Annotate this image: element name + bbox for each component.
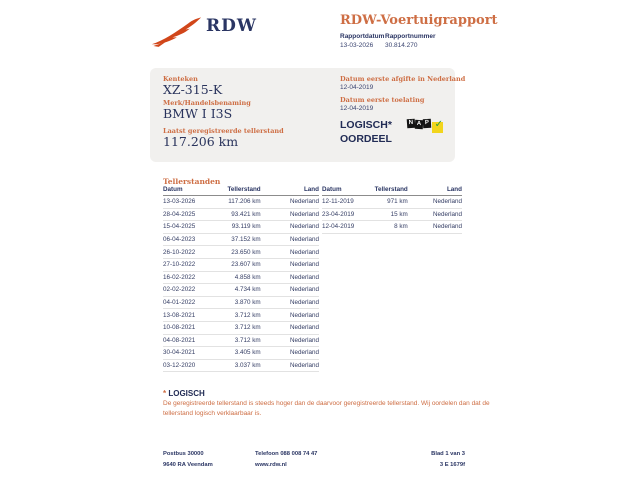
cell-datum: 23-04-2019	[322, 208, 362, 221]
column-header-land: Land	[426, 186, 462, 196]
cell-tellerstand: 37.152 km	[208, 233, 279, 246]
table-header-row	[163, 186, 319, 196]
table-row	[163, 347, 319, 360]
first-admission-value: 12-04-2019	[340, 105, 374, 112]
table-row	[322, 221, 462, 234]
table-row	[163, 296, 319, 309]
judgement-line2: OORDEEL	[340, 132, 392, 145]
footnote-title-text: LOGISCH	[168, 389, 205, 398]
rdw-logo-text: RDW	[206, 16, 257, 36]
cell-land: Nederland	[279, 196, 319, 209]
table-row	[163, 221, 319, 234]
nap-letter-p: P	[423, 119, 431, 128]
footnote-title	[163, 389, 205, 398]
cell-datum: 30-04-2021	[163, 347, 208, 360]
license-plate-label: Kenteken	[163, 75, 198, 83]
cell-tellerstand: 93.421 km	[208, 208, 279, 221]
report-number-value: 30.814.270	[385, 42, 418, 49]
cell-land: Nederland	[279, 359, 319, 372]
cell-datum: 26-10-2022	[163, 246, 208, 259]
odometer-section-title: Tellerstanden	[163, 177, 221, 186]
table-row	[163, 284, 319, 297]
cell-tellerstand: 3.712 km	[208, 309, 279, 322]
footer-phone: Telefoon 088 008 74 47	[255, 451, 318, 457]
column-header-tellerstand: Tellerstand	[208, 186, 279, 196]
cell-tellerstand: 3.037 km	[208, 359, 279, 372]
last-odometer-value: 117.206 km	[163, 134, 239, 149]
first-admission-label: Datum eerste toelating	[340, 96, 425, 104]
report-date-value: 13-03-2026	[340, 42, 374, 49]
table-row	[163, 321, 319, 334]
footer-address	[163, 449, 213, 471]
report-date-label: Rapportdatum	[340, 33, 385, 40]
column-header-tellerstand: Tellerstand	[362, 186, 426, 196]
cell-land: Nederland	[279, 309, 319, 322]
table-row	[163, 309, 319, 322]
first-issue-nl-value: 12-04-2019	[340, 84, 374, 91]
cell-datum: 03-12-2020	[163, 359, 208, 372]
footer-address-line1: Postbus 30000	[163, 451, 204, 457]
make-model-value: BMW I I3S	[163, 106, 233, 121]
footnote-text: De geregistreerde tellerstand is steeds hoger dan de daarvoor geregistreerde tellerstand. Wij oordelen dan dat de tellerstand logisch verklaarbaar is.	[163, 400, 490, 417]
column-header-datum: Datum	[163, 186, 208, 196]
cell-land: Nederland	[279, 347, 319, 360]
odometer-table-left	[163, 186, 319, 372]
report-number-label: Rapportnummer	[385, 33, 436, 40]
cell-land: Nederland	[279, 284, 319, 297]
cell-tellerstand: 971 km	[362, 196, 426, 209]
cell-datum: 15-04-2025	[163, 221, 208, 234]
footer-page-number: Blad 1 van 3	[431, 451, 465, 457]
cell-land: Nederland	[426, 196, 462, 209]
last-odometer-label: Laatst geregistreerde tellerstand	[163, 127, 284, 135]
cell-land: Nederland	[426, 221, 462, 234]
cell-datum: 13-08-2021	[163, 309, 208, 322]
table-row	[163, 196, 319, 209]
nap-letter-n: N	[407, 119, 416, 129]
page-title: RDW-Voertuigrapport	[340, 13, 498, 28]
table-row	[322, 208, 462, 221]
cell-land: Nederland	[279, 246, 319, 259]
cell-land: Nederland	[279, 208, 319, 221]
cell-tellerstand: 23.607 km	[208, 258, 279, 271]
footer-contact	[255, 449, 317, 471]
cell-datum: 10-08-2021	[163, 321, 208, 334]
cell-land: Nederland	[279, 233, 319, 246]
cell-tellerstand: 3.712 km	[208, 321, 279, 334]
cell-tellerstand: 3.712 km	[208, 334, 279, 347]
cell-tellerstand: 117.206 km	[208, 196, 279, 209]
footer-pagination	[365, 449, 465, 471]
cell-datum: 16-02-2022	[163, 271, 208, 284]
cell-tellerstand: 93.119 km	[208, 221, 279, 234]
cell-tellerstand: 3.870 km	[208, 296, 279, 309]
cell-land: Nederland	[279, 334, 319, 347]
column-header-datum: Datum	[322, 186, 362, 196]
rdw-wing-logo-icon	[150, 17, 202, 49]
table-row	[163, 233, 319, 246]
cell-datum: 28-04-2025	[163, 208, 208, 221]
cell-tellerstand: 23.650 km	[208, 246, 279, 259]
first-issue-nl-label: Datum eerste afgifte in Nederland	[340, 75, 466, 83]
footer-website: www.rdw.nl	[255, 462, 287, 468]
cell-tellerstand: 3.405 km	[208, 347, 279, 360]
cell-tellerstand: 4.858 km	[208, 271, 279, 284]
judgement-text	[340, 119, 392, 146]
make-model-label: Merk/Handelsbenaming	[163, 99, 251, 107]
cell-tellerstand: 4.734 km	[208, 284, 279, 297]
table-row	[322, 196, 462, 209]
cell-land: Nederland	[426, 208, 462, 221]
cell-datum: 06-04-2023	[163, 233, 208, 246]
footer-form-code: 3 E 1679f	[439, 462, 465, 468]
cell-land: Nederland	[279, 296, 319, 309]
column-header-land: Land	[279, 186, 319, 196]
footnote-asterisk: *	[163, 389, 169, 398]
cell-datum: 04-08-2021	[163, 334, 208, 347]
cell-datum: 02-02-2022	[163, 284, 208, 297]
table-row	[163, 334, 319, 347]
table-row	[163, 208, 319, 221]
cell-datum: 27-10-2022	[163, 258, 208, 271]
nap-check-icon: ✓	[434, 119, 443, 130]
cell-land: Nederland	[279, 271, 319, 284]
cell-land: Nederland	[279, 321, 319, 334]
cell-land: Nederland	[279, 221, 319, 234]
table-row	[163, 246, 319, 259]
cell-tellerstand: 15 km	[362, 208, 426, 221]
cell-datum: 12-11-2019	[322, 196, 362, 209]
judgement-line1: LOGISCH*	[340, 119, 392, 131]
nap-letter-a: A	[415, 120, 423, 129]
cell-datum: 13-03-2026	[163, 196, 208, 209]
table-row	[163, 359, 319, 372]
odometer-table-right	[322, 186, 462, 234]
nap-logo-icon	[407, 119, 443, 135]
cell-datum: 12-04-2019	[322, 221, 362, 234]
cell-land: Nederland	[279, 258, 319, 271]
cell-tellerstand: 8 km	[362, 221, 426, 234]
license-plate-value: XZ-315-K	[163, 82, 223, 97]
table-row	[163, 258, 319, 271]
cell-datum: 04-01-2022	[163, 296, 208, 309]
footer-address-line2: 9640 RA Veendam	[163, 462, 213, 468]
table-row	[163, 271, 319, 284]
table-header-row	[322, 186, 462, 196]
